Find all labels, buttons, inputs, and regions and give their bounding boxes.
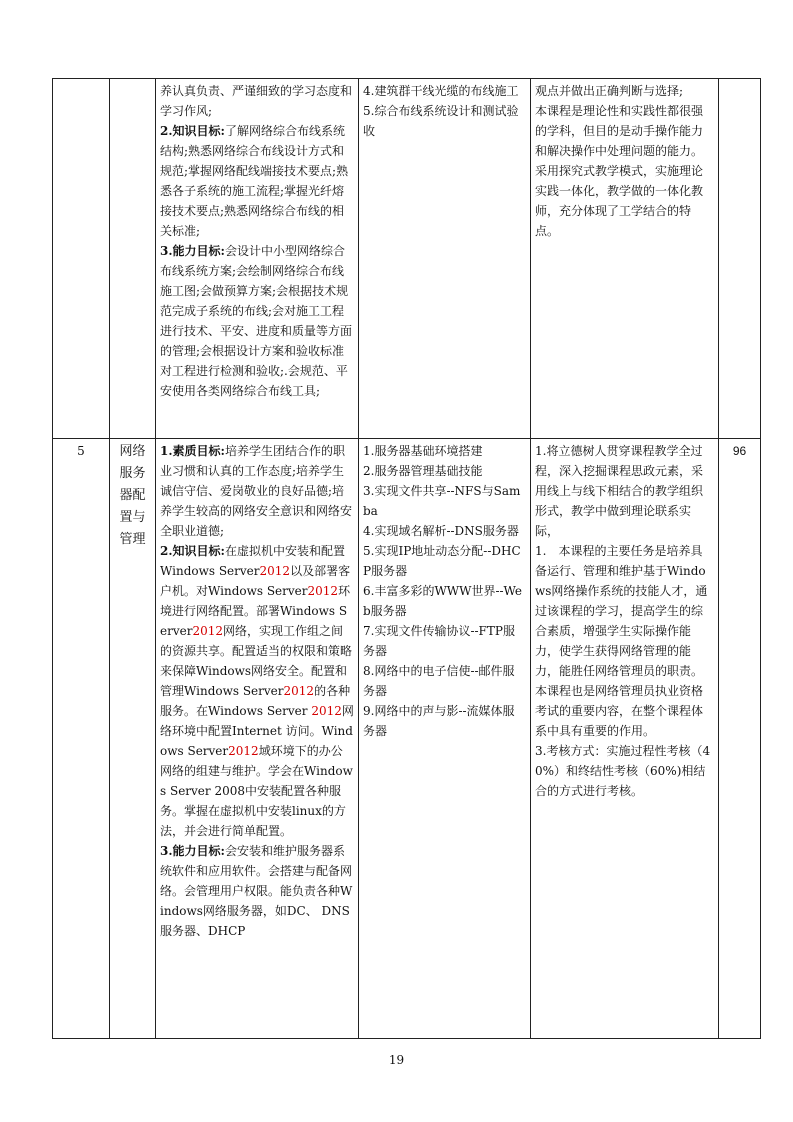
method-text: 1.将立德树人贯穿课程教学全过程，深入挖掘课程思政元素，采用线上与线下相结合的教学组织形式，教学中做到理论联系实际， xyxy=(535,444,704,538)
content-item: 9.网络中的声与影--流媒体服务器 xyxy=(363,704,515,738)
content-item: 8.网络中的电子信使--邮件服务器 xyxy=(363,664,515,698)
course-name-cell xyxy=(110,79,156,439)
content-item: 5.实现IP地址动态分配--DHCP服务器 xyxy=(363,544,521,578)
content-item: 2.服务器管理基础技能 xyxy=(363,464,483,478)
content-item: 4.建筑群干线光缆的布线施工 xyxy=(363,84,519,98)
row-number: 5 xyxy=(53,439,110,1039)
ability-objective: 3.能力目标:会设计中小型网络综合布线系统方案;会绘制网络综合布线施工图;会做预算方案;会根据技术规范完成子系统的布线;会对施工工程进行技术、平安、进度和质量等方面的管理;会根据设计方案和验收标准对工程进行检测和验收;.会规范、平安使用各类网络综合布线工具; xyxy=(160,244,353,398)
table-row xyxy=(53,439,761,1039)
content-item: 1.服务器基础环境搭建 xyxy=(363,444,483,458)
content-item: 3.实现文件共享--NFS与Samba xyxy=(363,484,521,518)
ability-objective: 3.能力目标:会安装和维护服务器系统软件和应用软件。会搭建与配备网络。会管理用户权限。能负责各种Windows网络服务器，如DC、 DNS服务器、DHCP xyxy=(160,844,353,938)
method-text: 本课程也是网络管理员执业资格考试的重要内容，在整个课程体系中具有重要的作用。 xyxy=(535,684,704,738)
method-text: 3.考核方式：实施过程性考核（40%）和终结性考核（60%)相结合的方式进行考核。 xyxy=(535,744,711,798)
knowledge-objective: 2.知识目标:在虚拟机中安装和配置Windows Server2012以及部署客户机。对Windows Server2012环境进行网络配置。部署Windows Server2012网络，实现工作组之间的资源共享。配置适当的权限和策略来保障Windows网络安全。配置和管理Windows Server2012的各种服务。在Windows Server 2012网络环境中配置Internet 访问。Windows Server2012域环境下的办公网络的组建与维护。学会在Windows Server 2008中安装配置各种服务。掌握在虚拟机中安装linux的方法，并会进行简单配置。 xyxy=(160,544,354,838)
hours-cell xyxy=(719,79,761,439)
course-table xyxy=(52,78,761,1039)
course-name: 网络 服务 器配 置与 管理 xyxy=(110,439,156,1039)
objectives-cell xyxy=(156,439,359,1039)
objective-text: 养认真负责、严谨细致的学习态度和学习作风; xyxy=(160,84,353,118)
method-text: 采用探究式教学模式，实施理论实践一体化，教学做的一体化教师，充分体现了工学结合的特点。 xyxy=(535,164,704,238)
quality-objective: 1.素质目标:培养学生团结合作的职业习惯和认真的工作态度;培养学生诚信守信、爱岗敬业的良好品德;培养学生较高的网络安全意识和网络安全职业道德; xyxy=(160,444,353,538)
content-item: 6.丰富多彩的WWW世界--Web服务器 xyxy=(363,584,523,618)
content-item: 5.综合布线系统设计和测试验收 xyxy=(363,104,519,138)
page-number: 19 xyxy=(388,1053,405,1067)
hours: 96 xyxy=(719,439,761,1039)
row-number-cell xyxy=(53,79,110,439)
objectives-cell xyxy=(156,79,359,439)
method-text: 观点并做出正确判断与选择; xyxy=(535,84,684,98)
method-text: 1. 本课程的主要任务是培养具备运行、管理和维护基于Windows网络操作系统的技能人才，通过该课程的学习，提高学生的综合素质，增强学生实际操作能力，使学生获得网络管理的能力，能胜任网络管理员的职责。 xyxy=(535,544,708,678)
method-cell xyxy=(531,439,719,1039)
content-item: 4.实现域名解析--DNS服务器 xyxy=(363,524,519,538)
content-cell xyxy=(359,439,531,1039)
method-text: 本课程是理论性和实践性都很强的学科，但目的是动手操作能力和解决操作中处理问题的能力。 xyxy=(535,104,704,158)
knowledge-objective: 2.知识目标:了解网络综合布线系统结构;熟悉网络综合布线设计方式和规范;掌握网络配线端接技术要点;熟悉各子系统的施工流程;掌握光纤熔接技术要点;熟悉网络综合布线的相关标准; xyxy=(160,124,349,238)
content-cell xyxy=(359,79,531,439)
content-item: 7.实现文件传输协议--FTP服务器 xyxy=(363,624,515,658)
method-cell xyxy=(531,79,719,439)
table-row xyxy=(53,79,761,439)
